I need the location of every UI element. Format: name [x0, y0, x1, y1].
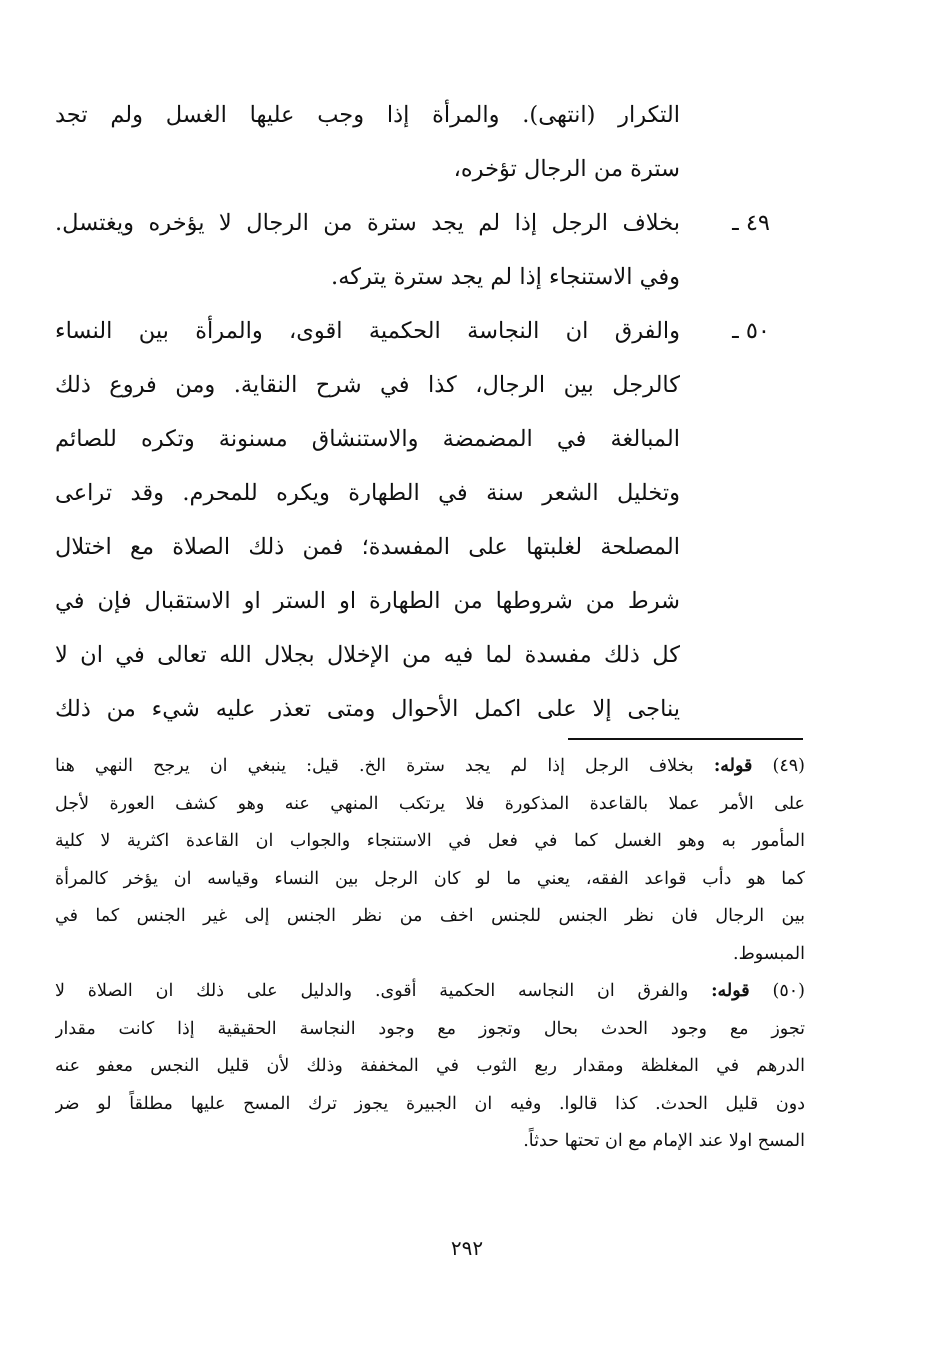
entry-numbers	[700, 88, 770, 358]
footnote-line: دون قليل الحدث. كذا قالوا. وفيه ان الجبيرة يجوز ترك المسح عليها مطلقاً لو ضر	[55, 1093, 805, 1114]
page-number: ٢٩٢	[450, 1236, 484, 1260]
footnote-49-number: (٤٩)	[772, 756, 805, 776]
footnote-50-number: (٥٠)	[772, 981, 805, 1001]
footnote-line: الدرهم في المغلظة ومقدار ربع الثوب في المخففة وذلك لأن قليل النجس معفو عنه	[55, 1056, 805, 1076]
footnote-line: على الأمر عملا بالقاعدة المذكورة فلا يرتكب المنهي عنه وهو كشف العورة لأجل	[55, 793, 805, 814]
footnote-50-keyword: قوله:	[711, 981, 750, 1001]
main-line: شرط من شروطها من الطهارة او الستر او الاستقبال فإن في	[55, 588, 680, 614]
main-line: بخلاف الرجل إذا لم يجد سترة من الرجال لا يؤخره ويغتسل.	[55, 210, 680, 236]
footnote-50-first-line	[55, 973, 805, 1011]
footnote-line: بين الرجال فان نظر الجنس للجنس اخف من نظر الجنس إلى غير الجنس كما في	[55, 906, 805, 926]
footnote-line: بخلاف الرجل إذا لم يجد سترة الخ. قيل: ينبغي ان يرجح النهي هنا	[55, 756, 694, 776]
main-line: وتخليل الشعر سنة في الطهارة ويكره للمحرم. وقد تراعى	[55, 480, 680, 506]
footnote-divider	[568, 738, 803, 740]
footnote-line: المأمور به وهو الغسل كما في فعل في الاستنجاء والجواب ان القاعدة اكثرية لا كلية	[55, 831, 805, 851]
main-line: المصلحة لغلبتها على المفسدة؛ فمن ذلك الصلاة مع اختلال	[55, 534, 680, 560]
main-text	[55, 88, 680, 736]
footnote-49-keyword: قوله:	[713, 756, 753, 776]
footnote-line: كما هو دأب قواعد الفقه، يعني ما لو كان الرجل بين النساء وقياسه ان يؤخر كالمرأة	[55, 868, 805, 889]
main-line: والفرق ان النجاسة الحكمية اقوى، والمرأة بين النساء	[55, 318, 680, 344]
main-line: كالرجل بين الرجال، كذا في شرح النقاية. ومن فروع ذلك	[55, 372, 680, 398]
main-line: التكرار (انتهى). والمرأة إذا وجب عليها الغسل ولم تجد	[55, 102, 680, 128]
footnote-line: تجوز مع وجود الحدث بحال وتجوز مع وجود النجاسة الحقيقية إذا كانت مقدار	[55, 1018, 805, 1039]
footnote-line: المبسوط.	[733, 943, 805, 964]
main-line: المبالغة في المضمضة والاستنشاق مسنونة وتكره للصائم	[55, 426, 680, 452]
footnote-line: المسح اولا عند الإمام مع ان تحتها حدثاً.	[523, 1131, 805, 1151]
main-line: كل ذلك مفسدة لما فيه من الإخلال بجلال الله تعالى في ان لا	[55, 642, 680, 668]
footnote-49-first-line	[55, 748, 805, 786]
main-line: يناجى إلا على اكمل الأحوال ومتى تعذر عليه شيء من ذلك	[55, 696, 680, 722]
footnote-line: والفرق ان النجاسه الحكمية أقوى. والدليل على ذلك ان الصلاة لا	[55, 981, 689, 1001]
spacer	[700, 88, 770, 142]
spacer	[700, 142, 770, 196]
footnotes	[55, 748, 805, 1161]
main-line: وفي الاستنجاء إذا لم يجد سترة يتركه.	[331, 264, 680, 290]
entry-number-49: ٤٩ ـ	[732, 210, 770, 236]
spacer	[700, 250, 770, 304]
main-line: سترة من الرجال تؤخره،	[453, 156, 680, 182]
entry-number-50: ٥٠ ـ	[732, 318, 770, 344]
